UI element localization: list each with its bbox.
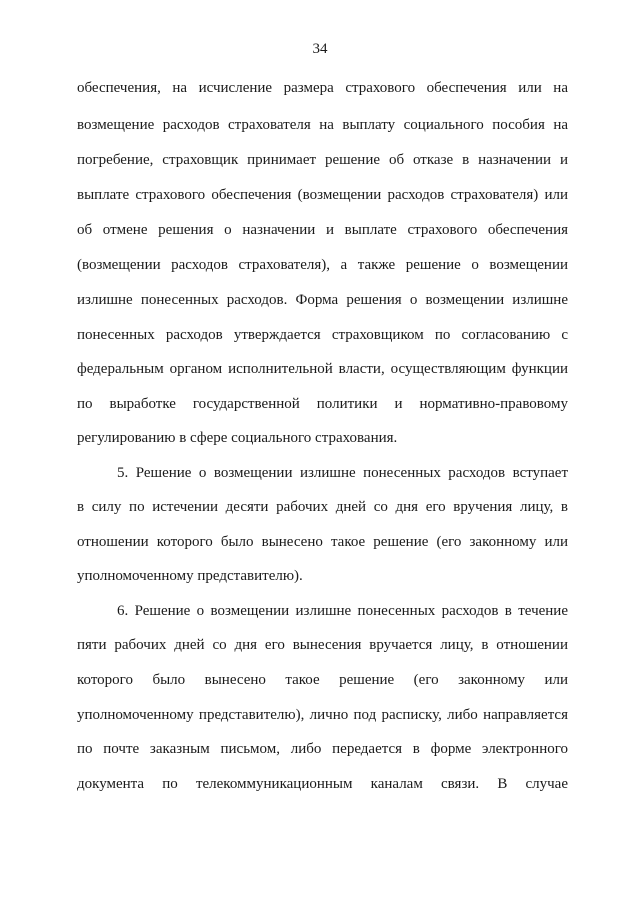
text-line: регулированию в сфере социального страхования. <box>77 430 398 446</box>
text-line: уполномоченному представителю), лично под расписку, либо направляется <box>77 707 568 723</box>
text-line: излишне понесенных расходов. Форма решения о возмещении излишне <box>77 292 568 308</box>
text-line: уполномоченному представителю). <box>77 568 303 584</box>
text-line: документа по телекоммуникационным каналам связи. В случае <box>77 776 568 792</box>
paragraph-start-line: 5. Решение о возмещении излишне понесенных расходов вступает <box>117 465 568 481</box>
text-line: обеспечения, на исчисление размера страхового обеспечения или на <box>77 80 568 96</box>
text-line: понесенных расходов утверждается страховщиком по согласованию с <box>77 327 568 343</box>
text-line: отношении которого было вынесено такое решение (его законному или <box>77 534 568 550</box>
text-line: погребение, страховщик принимает решение об отказе в назначении и <box>77 152 568 168</box>
paragraph-start-line: 6. Решение о возмещении излишне понесенных расходов в течение <box>117 603 568 619</box>
text-line: пяти рабочих дней со дня его вынесения вручается лицу, в отношении <box>77 637 568 653</box>
text-line: об отмене решения о назначении и выплате страхового обеспечения <box>77 222 568 238</box>
text-line: федеральным органом исполнительной власти, осуществляющим функции <box>77 361 568 377</box>
text-line: по почте заказным письмом, либо передается в форме электронного <box>77 741 568 757</box>
text-line: выплате страхового обеспечения (возмещении расходов страхователя) или <box>77 187 568 203</box>
text-line: в силу по истечении десяти рабочих дней со дня его вручения лицу, в <box>77 499 568 515</box>
text-line: (возмещении расходов страхователя), а также решение о возмещении <box>77 257 568 273</box>
text-line: которого было вынесено такое решение (его законному или <box>77 672 568 688</box>
page-number: 34 <box>312 41 328 57</box>
text-line: по выработке государственной политики и нормативно-правовому <box>77 396 568 412</box>
text-line: возмещение расходов страхователя на выплату социального пособия на <box>77 117 568 133</box>
